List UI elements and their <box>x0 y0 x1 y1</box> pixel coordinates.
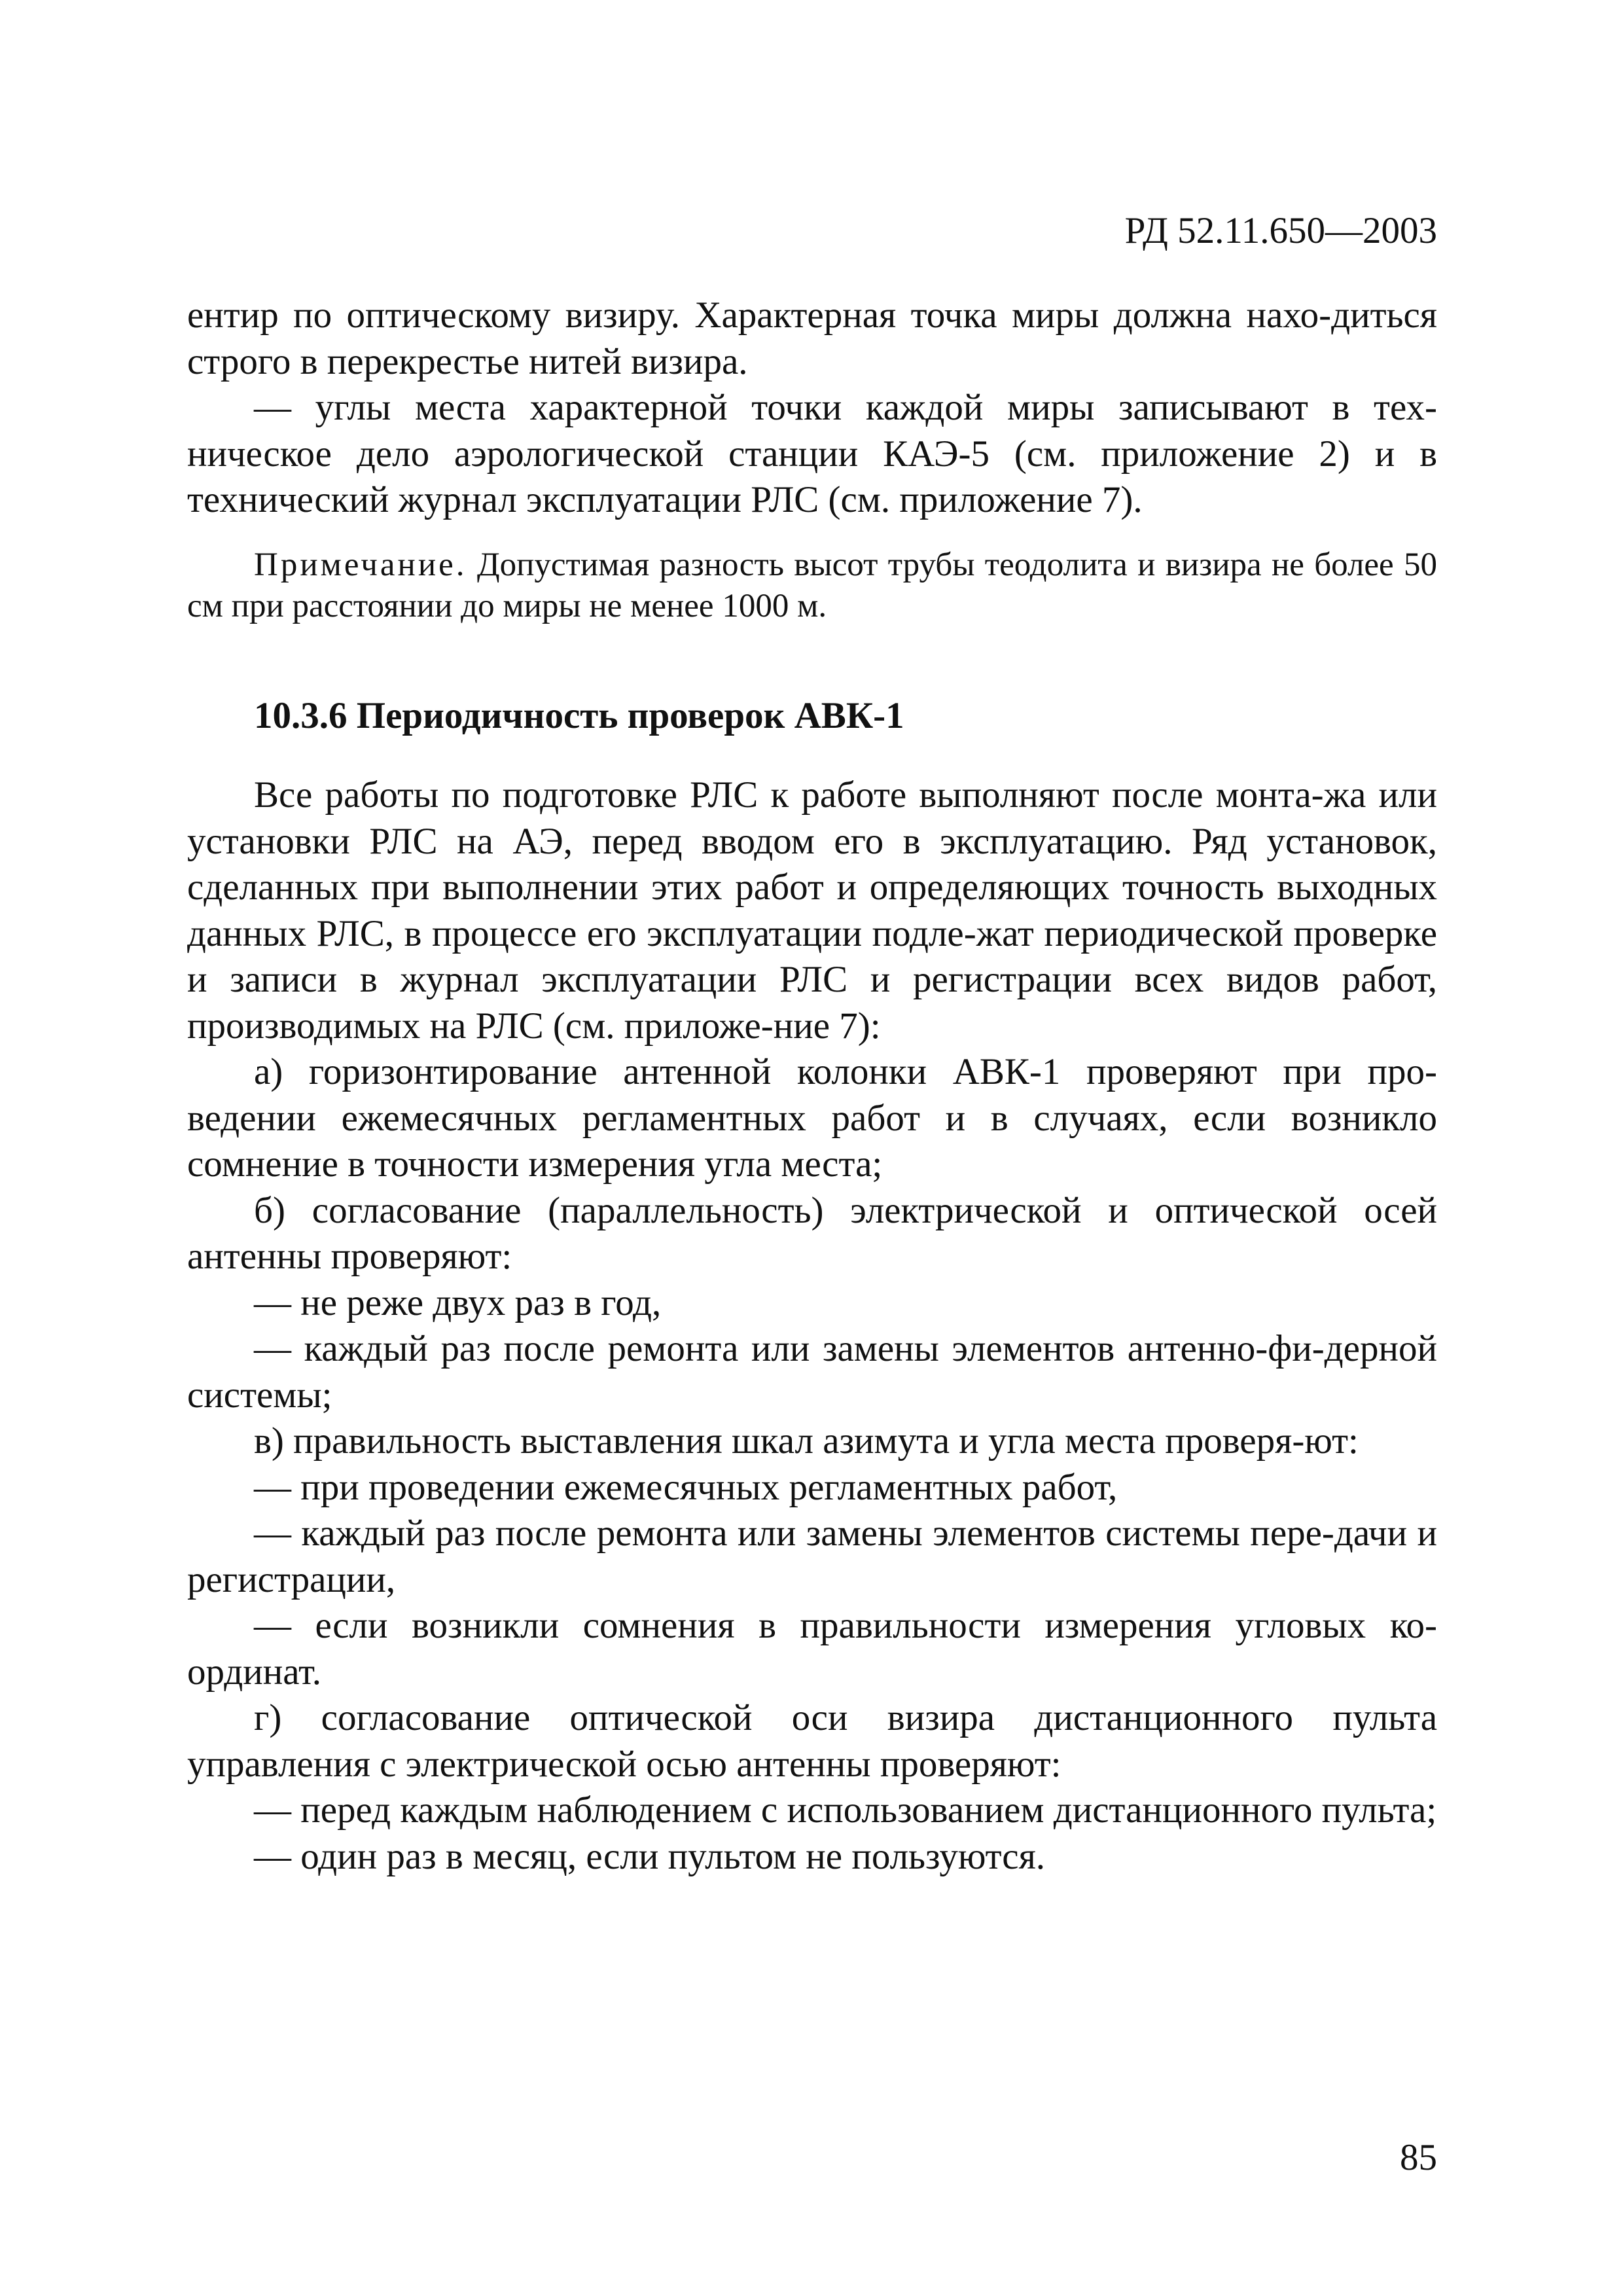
note-block <box>187 545 1437 627</box>
page-number: 85 <box>1400 2137 1437 2178</box>
sub-list-item: — один раз в месяц, если пультом не пользуются. <box>254 1835 1046 1877</box>
section-heading: 10.3.6 Периодичность проверок АВК-1 <box>254 695 904 736</box>
list-item: г) согласование оптической оси визира дистанционного пульта управления с электрической осью антенны проверяют: <box>187 1697 1437 1785</box>
document-page <box>187 0 1437 2296</box>
document-code-header: РД 52.11.650—2003 <box>1124 210 1437 251</box>
sub-list-item: — каждый раз после ремонта или замены элементов антенно-фи-дерной системы; <box>187 1328 1437 1416</box>
sub-list-item: — каждый раз после ремонта или замены элементов системы пере-дачи и регистрации, <box>187 1513 1437 1600</box>
note-text: Допустимая разность высот трубы теодолита и визира не более 50 см при расстоянии до миры не менее 1000 м. <box>187 547 1437 624</box>
section-body <box>187 772 1437 1880</box>
note-paragraph <box>187 545 1437 627</box>
sub-list-item: — не реже двух раз в год, <box>254 1282 662 1323</box>
section-paragraph: Все работы по подготовке РЛС к работе выполняют после монта-жа или установки РЛС на АЭ, перед вводом его в эксплуатацию. Ряд установок, сделанных при выполнении этих работ и определяющих точность выходных данных РЛС, в процессе его эксплуатации подле-жат периодической проверке и записи в журнал эксплуатации РЛС и регистрации всех видов работ, производимых на РЛС (см. приложе-ние 7): <box>187 774 1437 1047</box>
list-item: б) согласование (параллельность) электрической и оптической осей антенны проверяют: <box>187 1189 1437 1277</box>
intro-text-block <box>187 293 1437 524</box>
intro-paragraph: — углы места характерной точки каждой миры записывают в тех-ническое дело аэрологической станции КАЭ-5 (см. приложение 2) и в технический журнал эксплуатации РЛС (см. приложение 7). <box>187 387 1437 520</box>
intro-paragraph: ентир по оптическому визиру. Характерная точка миры должна нахо-диться строго в перекрестье нитей визира. <box>187 295 1437 382</box>
sub-list-item: — перед каждым наблюдением с использованием дистанционного пульта; <box>254 1789 1437 1831</box>
sub-list-item: — при проведении ежемесячных регламентных работ, <box>254 1466 1118 1508</box>
list-item: в) правильность выставления шкал азимута и угла места проверя-ют: <box>254 1420 1359 1462</box>
list-item: а) горизонтирование антенной колонки АВК-1 проверяют при про-ведении ежемесячных регламентных работ и в случаях, если возникло сомнение в точности измерения угла места; <box>187 1051 1437 1185</box>
note-label: Примечание. <box>254 547 467 583</box>
sub-list-item: — если возникли сомнения в правильности измерения угловых ко-ординат. <box>187 1605 1437 1693</box>
